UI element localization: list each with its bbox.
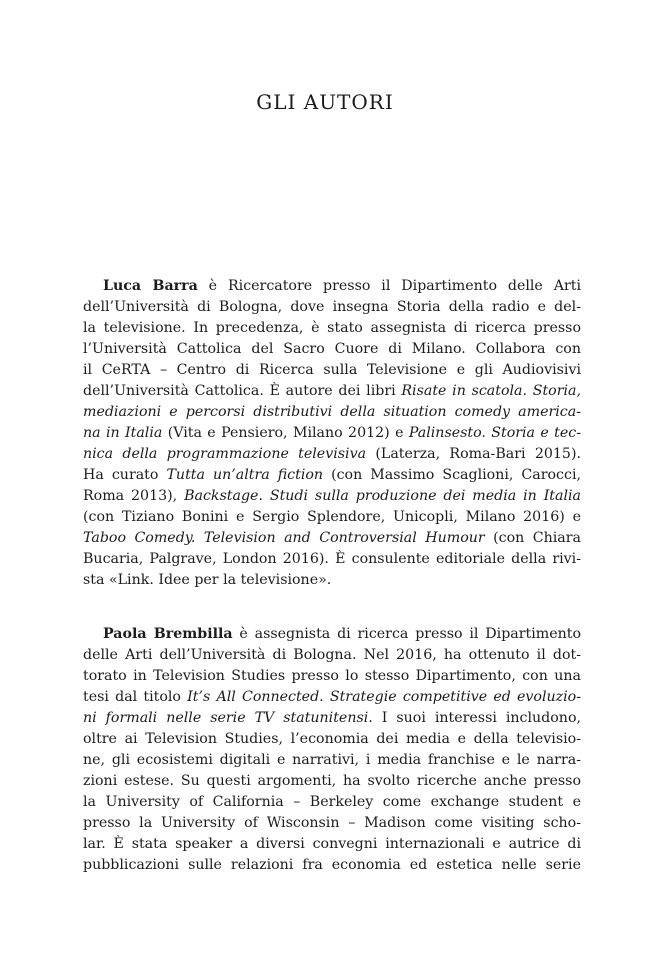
italic-title-text: Taboo Comedy. Television and Controversial Humour xyxy=(83,530,485,546)
italic-title-text: na in Italia xyxy=(83,425,163,441)
italic-title-text: Backstage. Studi sulla produzione dei media in Italia xyxy=(184,488,581,504)
bio-line xyxy=(83,549,581,570)
bio-text: delle Arti dell’Università di Bologna. Nel 2016, ha ottenuto il dot- xyxy=(83,647,581,663)
bio-line xyxy=(83,507,581,528)
bio-line xyxy=(83,813,581,834)
bio-line xyxy=(83,792,581,813)
author-bio-paola-brembilla xyxy=(83,624,581,876)
bio-line xyxy=(83,750,581,771)
italic-title-text: Risate in scatola. Storia, xyxy=(401,383,581,399)
italic-title-text: It’s All Connected. Strategie competitive ed evoluzio- xyxy=(187,689,581,705)
bio-text: l’Università Cattolica del Sacro Cuore di Milano. Collabora con xyxy=(83,341,581,357)
bio-line xyxy=(83,687,581,708)
bio-line xyxy=(83,855,581,876)
bio-text: (con Chiara xyxy=(484,530,581,546)
bio-text: tesi dal titolo xyxy=(83,689,188,705)
bio-text: dell’Università di Bologna, dove insegna Storia della radio e del- xyxy=(83,299,581,315)
bio-text: (con Massimo Scaglioni, Carocci, xyxy=(323,467,581,483)
bio-text: è Ricercatore presso il Dipartimento delle Arti xyxy=(197,278,581,294)
bio-line xyxy=(83,360,581,381)
bio-text: dell’Università Cattolica. È autore dei libri xyxy=(83,383,402,399)
author-bio-luca-barra xyxy=(83,276,581,591)
bio-text: presso la University of Wisconsin – Madison come visiting scho- xyxy=(83,815,581,831)
bio-text: oltre ai Television Studies, l’economia dei media e della televisio- xyxy=(83,731,581,747)
bio-text: zioni estese. Su questi argomenti, ha svolto ricerche anche presso xyxy=(83,773,581,789)
italic-title-text: nica della programmazione televisiva xyxy=(83,446,367,462)
bio-line xyxy=(83,297,581,318)
bio-text: Bucaria, Palgrave, London 2016). È consulente editoriale della rivi- xyxy=(83,551,581,567)
bio-text: lar. È stata speaker a diversi convegni internazionali e autrice di xyxy=(83,836,581,852)
bio-line xyxy=(83,729,581,750)
bio-line xyxy=(83,444,581,465)
bio-text: . I suoi interessi includono, xyxy=(368,710,581,726)
bio-line xyxy=(83,318,581,339)
bio-line xyxy=(83,381,581,402)
bio-line xyxy=(83,771,581,792)
bio-line xyxy=(83,486,581,507)
bio-text: (Laterza, Roma-Bari 2015). xyxy=(366,446,581,462)
italic-title-text: mediazioni e percorsi distributivi della situation comedy america- xyxy=(83,404,581,420)
bio-line xyxy=(83,276,581,297)
bio-line xyxy=(83,570,581,591)
bio-text: la University of California – Berkeley come exchange student e xyxy=(83,794,581,810)
author-name: Paola Brembilla xyxy=(103,626,233,642)
bio-text: Roma 2013), xyxy=(83,488,185,504)
bio-line xyxy=(83,645,581,666)
bio-text: (con Tiziano Bonini e Sergio Splendore, Unicopli, Milano 2016) e xyxy=(83,509,581,525)
bio-text: è assegnista di ricerca presso il Dipartimento xyxy=(232,626,581,642)
author-name: Luca Barra xyxy=(103,278,198,294)
bio-line xyxy=(83,402,581,423)
page-title: GLI AUTORI xyxy=(256,90,394,114)
bio-line xyxy=(83,624,581,645)
bio-line xyxy=(83,666,581,687)
bio-line xyxy=(83,708,581,729)
bio-line xyxy=(83,339,581,360)
bio-line xyxy=(83,465,581,486)
bio-text: ne, gli ecosistemi digitali e narrativi, i media franchise e le narra- xyxy=(83,752,581,768)
bio-text: pubblicazioni sulle relazioni fra economia ed estetica nelle serie xyxy=(83,857,581,873)
bio-line xyxy=(83,834,581,855)
bio-line xyxy=(83,423,581,444)
bio-text: Ha curato xyxy=(83,467,167,483)
bio-text: torato in Television Studies presso lo stesso Dipartimento, con una xyxy=(83,668,581,684)
italic-title-text: Tutta un’altra fiction xyxy=(166,467,324,483)
italic-title-text: Palinsesto. Storia e tec- xyxy=(408,425,581,441)
bio-text: (Vita e Pensiero, Milano 2012) e xyxy=(162,425,409,441)
italic-title-text: ni formali nelle serie TV statunitensi xyxy=(83,710,369,726)
bio-line xyxy=(83,528,581,549)
bio-text: il CeRTA – Centro di Ricerca sulla Televisione e gli Audiovisivi xyxy=(83,362,581,378)
bio-text: sta «Link. Idee per la televisione». xyxy=(83,572,332,588)
bio-text: la televisione. In precedenza, è stato assegnista di ricerca presso xyxy=(83,320,581,336)
